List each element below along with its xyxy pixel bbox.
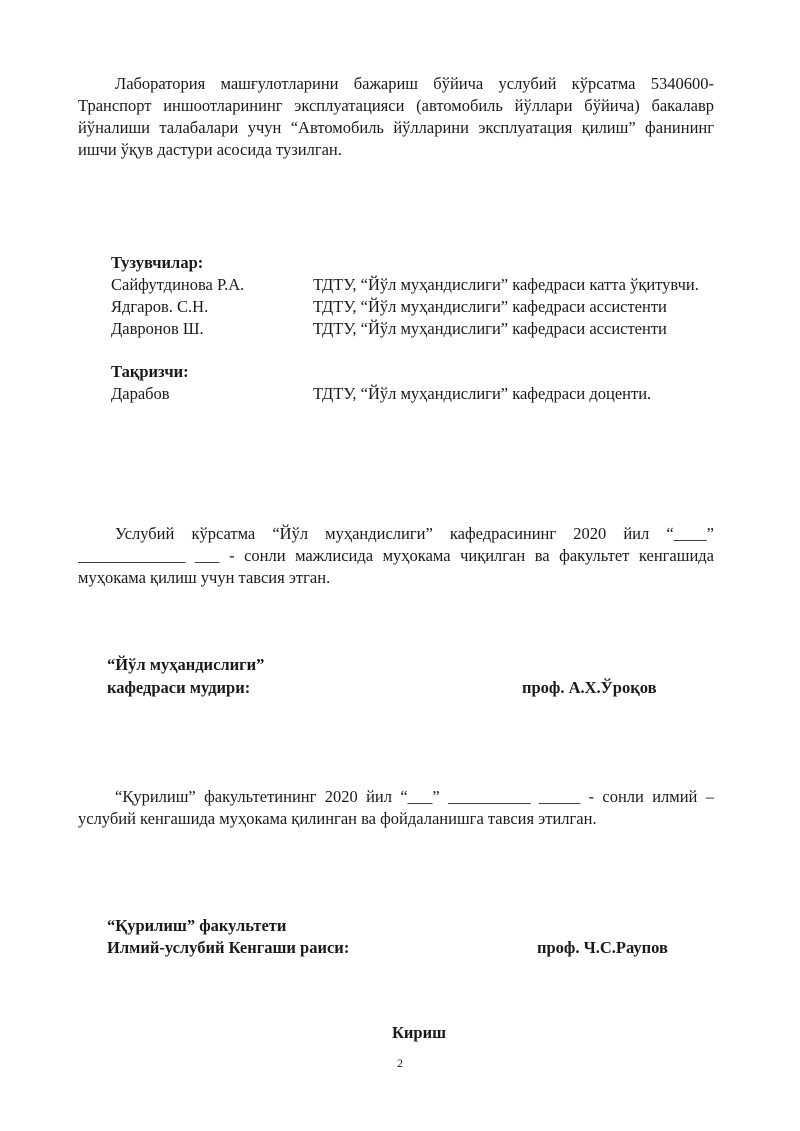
compiler-role: ТДТУ, “Йўл муҳандислиги” кафедраси ассистенти xyxy=(313,319,667,338)
compiler-name: Сайфутдинова Р.А. xyxy=(111,275,245,294)
compiler-name: Давронов Ш. xyxy=(111,319,204,338)
compiler-name: Ядгаров. С.Н. xyxy=(111,297,209,316)
intro-paragraph: Лаборатория машғулотларини бажариш бўйича услубий кўрсатма 5340600-Транспорт иншоотларининг эксплуатацияси (автомобиль йўллари бўйича) бакалавр йўналиши талабалари учун “Автомобиль йўлларини эксплуатация қилиш” фанининг ишчи ўқув дастури асосида тузилган. xyxy=(78,74,714,159)
department-paragraph: Услубий кўрсатма “Йўл муҳандислиги” кафедрасининг 2020 йил “____” _____________ ___ - сонли мажлисида муҳокама чиқилган ва факультет кенгашида муҳокама қилиш учун тавсия этган. xyxy=(78,524,714,587)
department-signature-title-line1: “Йўл муҳандислиги” xyxy=(107,655,265,674)
faculty-council-chair-name: проф. Ч.С.Раупов xyxy=(537,938,668,957)
compiler-role: ТДТУ, “Йўл муҳандислиги” кафедраси ассистенти xyxy=(313,297,667,316)
compilers-heading: Тузувчилар: xyxy=(111,253,204,272)
compiler-row xyxy=(111,274,721,296)
department-signature-title-line2: кафедраси мудири: xyxy=(107,678,251,697)
reviewer-row xyxy=(111,383,721,405)
reviewer-heading: Тақризчи: xyxy=(111,362,189,381)
page-number: 2 xyxy=(397,1056,403,1070)
compiler-role: ТДТУ, “Йўл муҳандислиги” кафедраси катта ўқитувчи. xyxy=(313,275,699,294)
compiler-row xyxy=(111,318,721,340)
department-head-name: проф. А.Х.Ўроқов xyxy=(522,678,657,697)
section-heading-introduction: Кириш xyxy=(391,1023,447,1042)
compilers-block xyxy=(111,252,721,405)
compiler-row xyxy=(111,296,721,318)
reviewer-name: Дарабов xyxy=(111,384,170,403)
faculty-paragraph: “Қурилиш” факультетининг 2020 йил “___” __________ _____ - сонли илмий – услубий кенгашида муҳокама қилинган ва фойдаланишга тавсия этилган. xyxy=(78,787,714,828)
faculty-signature-title-line2: Илмий-услубий Кенгаши раиси: xyxy=(107,938,350,957)
reviewer-role: ТДТУ, “Йўл муҳандислиги” кафедраси доценти. xyxy=(313,384,652,403)
faculty-signature-title-line1: “Қурилиш” факультети xyxy=(107,916,287,935)
